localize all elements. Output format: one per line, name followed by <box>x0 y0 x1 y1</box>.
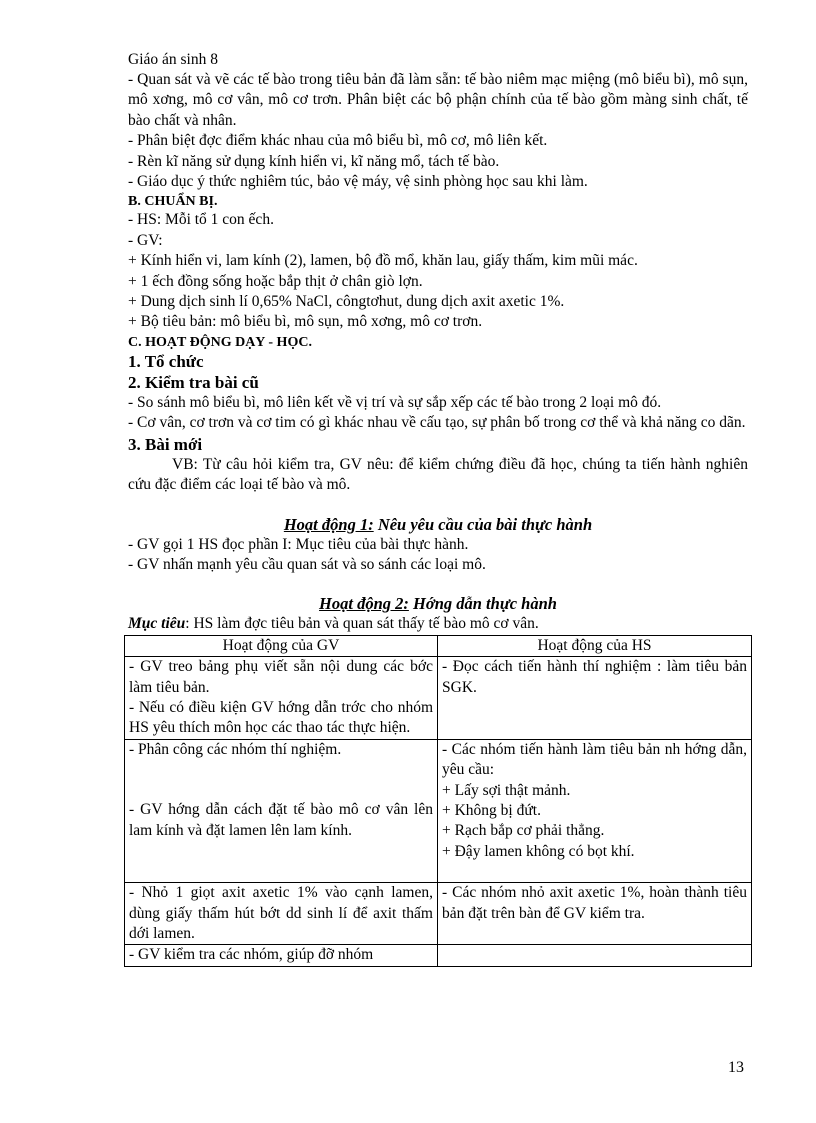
review-line-1: - So sánh mô biểu bì, mô liên kết về vị trí và sự sắp xếp các tế bào trong 2 loại mô đó. <box>128 393 662 411</box>
activity-1-label: Hoạt động 1: <box>283 514 374 534</box>
hs-cell <box>438 657 752 740</box>
gv-cell <box>125 883 438 945</box>
document-page <box>128 50 748 967</box>
activity-1-line-1: - GV gọi 1 HS đọc phần I: Mục tiêu của bài thực hành. <box>128 535 469 553</box>
intro-line-2: - Phân biệt đợc điểm khác nhau của mô biểu bì, mô cơ, mô liên kết. <box>128 132 548 150</box>
goal-label: Mục tiêu <box>128 615 186 633</box>
hs-text: + Đậy lamen không có bọt khí. <box>442 842 635 860</box>
hs-text: + Không bị đứt. <box>442 801 541 819</box>
intro-line-4: - Giáo dục ý thức nghiêm túc, bảo vệ máy, vệ sinh phòng học sau khi làm. <box>128 173 588 191</box>
prep-line-5: + Dung dịch sinh lí 0,65% NaCl, côngtơhut, dung dịch axit axetic 1%. <box>128 293 565 311</box>
section-b-title: B. CHUẨN BỊ. <box>128 194 218 210</box>
gv-text: - Nhỏ 1 giọt axit axetic 1% vào cạnh lamen, dùng giấy thấm hút bớt dd sinh lí để axit thấm dới lamen. <box>129 884 433 942</box>
subsection-3-title: 3. Bài mới <box>128 434 203 454</box>
intro-line-3: - Rèn kĩ năng sử dụng kính hiển vi, kĩ năng mổ, tách tế bào. <box>128 152 500 170</box>
subsection-1-title: 1. Tổ chức <box>128 351 204 371</box>
gv-cell <box>125 739 438 882</box>
gv-text: - GV hớng dẫn cách đặt tế bào mô cơ vân lên lam kính và đặt lamen lên lam kính. <box>129 801 433 839</box>
hs-text: - Các nhóm tiến hành làm tiêu bản nh hớng dẫn, yêu cầu: <box>442 740 747 779</box>
prep-line-2: - GV: <box>128 231 163 249</box>
activity-1-line-2: - GV nhấn mạnh yêu cầu quan sát và so sánh các loại mô. <box>128 555 486 573</box>
prep-line-6: + Bộ tiêu bản: mô biểu bì, mô sụn, mô xơng, mô cơ trơn. <box>128 313 483 331</box>
activity-2-title: Hớng dẫn thực hành <box>408 594 557 614</box>
table-row <box>125 945 752 966</box>
hs-cell <box>438 739 752 882</box>
table-header-row <box>125 635 752 656</box>
hs-text: + Rạch bắp cơ phải thẳng. <box>442 822 605 840</box>
hs-text: + Lấy sợi thật mảnh. <box>442 781 571 799</box>
activity-2-label: Hoạt động 2: <box>319 594 409 614</box>
prep-line-3: + Kính hiển vi, lam kính (2), lamen, bộ đồ mổ, khăn lau, giấy thấm, kim mũi mác. <box>128 252 638 270</box>
activity-1-title: Nêu yêu cầu của bài thực hành <box>373 514 593 534</box>
prep-line-1: - HS: Mỗi tổ 1 con ếch. <box>128 211 274 229</box>
gv-text: - GV treo bảng phụ viết sẵn nội dung các bớc làm tiêu bản. <box>129 658 433 696</box>
page-header: Giáo án sinh 8 <box>128 51 218 68</box>
hs-cell <box>438 945 752 966</box>
activity-2-goal <box>128 614 748 634</box>
table-row <box>125 883 752 945</box>
hs-text: - Đọc cách tiến hành thí nghiệm : làm tiêu bản SGK. <box>442 658 747 696</box>
prep-line-4: + 1 ếch đồng sống hoặc bắp thịt ở chân giò lợn. <box>128 272 423 290</box>
gv-text: - Nếu có điều kiện GV hớng dẫn trớc cho nhóm HS yêu thích môn học các thao tác thực hiện. <box>129 698 433 737</box>
page-number: 13 <box>728 1059 744 1076</box>
activity-1-heading <box>128 514 748 535</box>
review-line-2: - Cơ vân, cơ trơn và cơ tim có gì khác nhau về cấu tạo, sự phân bố trong cơ thể và khả năng co dãn. <box>128 414 746 432</box>
activity-table <box>124 635 752 967</box>
subsection-2-title: 2. Kiểm tra bài cũ <box>128 372 259 392</box>
header-gv: Hoạt động của GV <box>125 635 438 656</box>
gv-text: - Phân công các nhóm thí nghiệm. <box>129 740 342 758</box>
hs-cell <box>438 883 752 945</box>
gv-cell <box>125 657 438 740</box>
section-c-title: C. HOẠT ĐỘNG DẠY - HỌC. <box>128 334 312 350</box>
gv-text: - GV kiểm tra các nhóm, giúp đỡ nhóm <box>129 946 374 964</box>
header-hs: Hoạt động của HS <box>438 635 752 656</box>
hs-text: - Các nhóm nhỏ axit axetic 1%, hoàn thành tiêu bản đặt trên bàn để GV kiểm tra. <box>442 884 747 922</box>
goal-text: : HS làm đợc tiêu bản và quan sát thấy tế bào mô cơ vân. <box>185 615 539 633</box>
intro-line-1: - Quan sát và vẽ các tế bào trong tiêu bản đã làm sẵn: tế bào niêm mạc miệng (mô biểu bì), mô sụn, mô xơng, mô cơ vân, mô cơ trơn. Phân biệt các bộ phận chính của tế bào gồm màng sinh chất, tế bào chất và nhân. <box>128 71 748 129</box>
new-lesson-text: VB: Từ câu hỏi kiểm tra, GV nêu: để kiểm chứng điều đã học, chúng ta tiến hành nghiên cứu đặc điểm các loại tế bào và mô. <box>128 455 748 494</box>
gv-cell <box>125 945 438 966</box>
table-row <box>125 657 752 740</box>
table-row <box>125 739 752 882</box>
activity-2-heading <box>128 593 748 614</box>
